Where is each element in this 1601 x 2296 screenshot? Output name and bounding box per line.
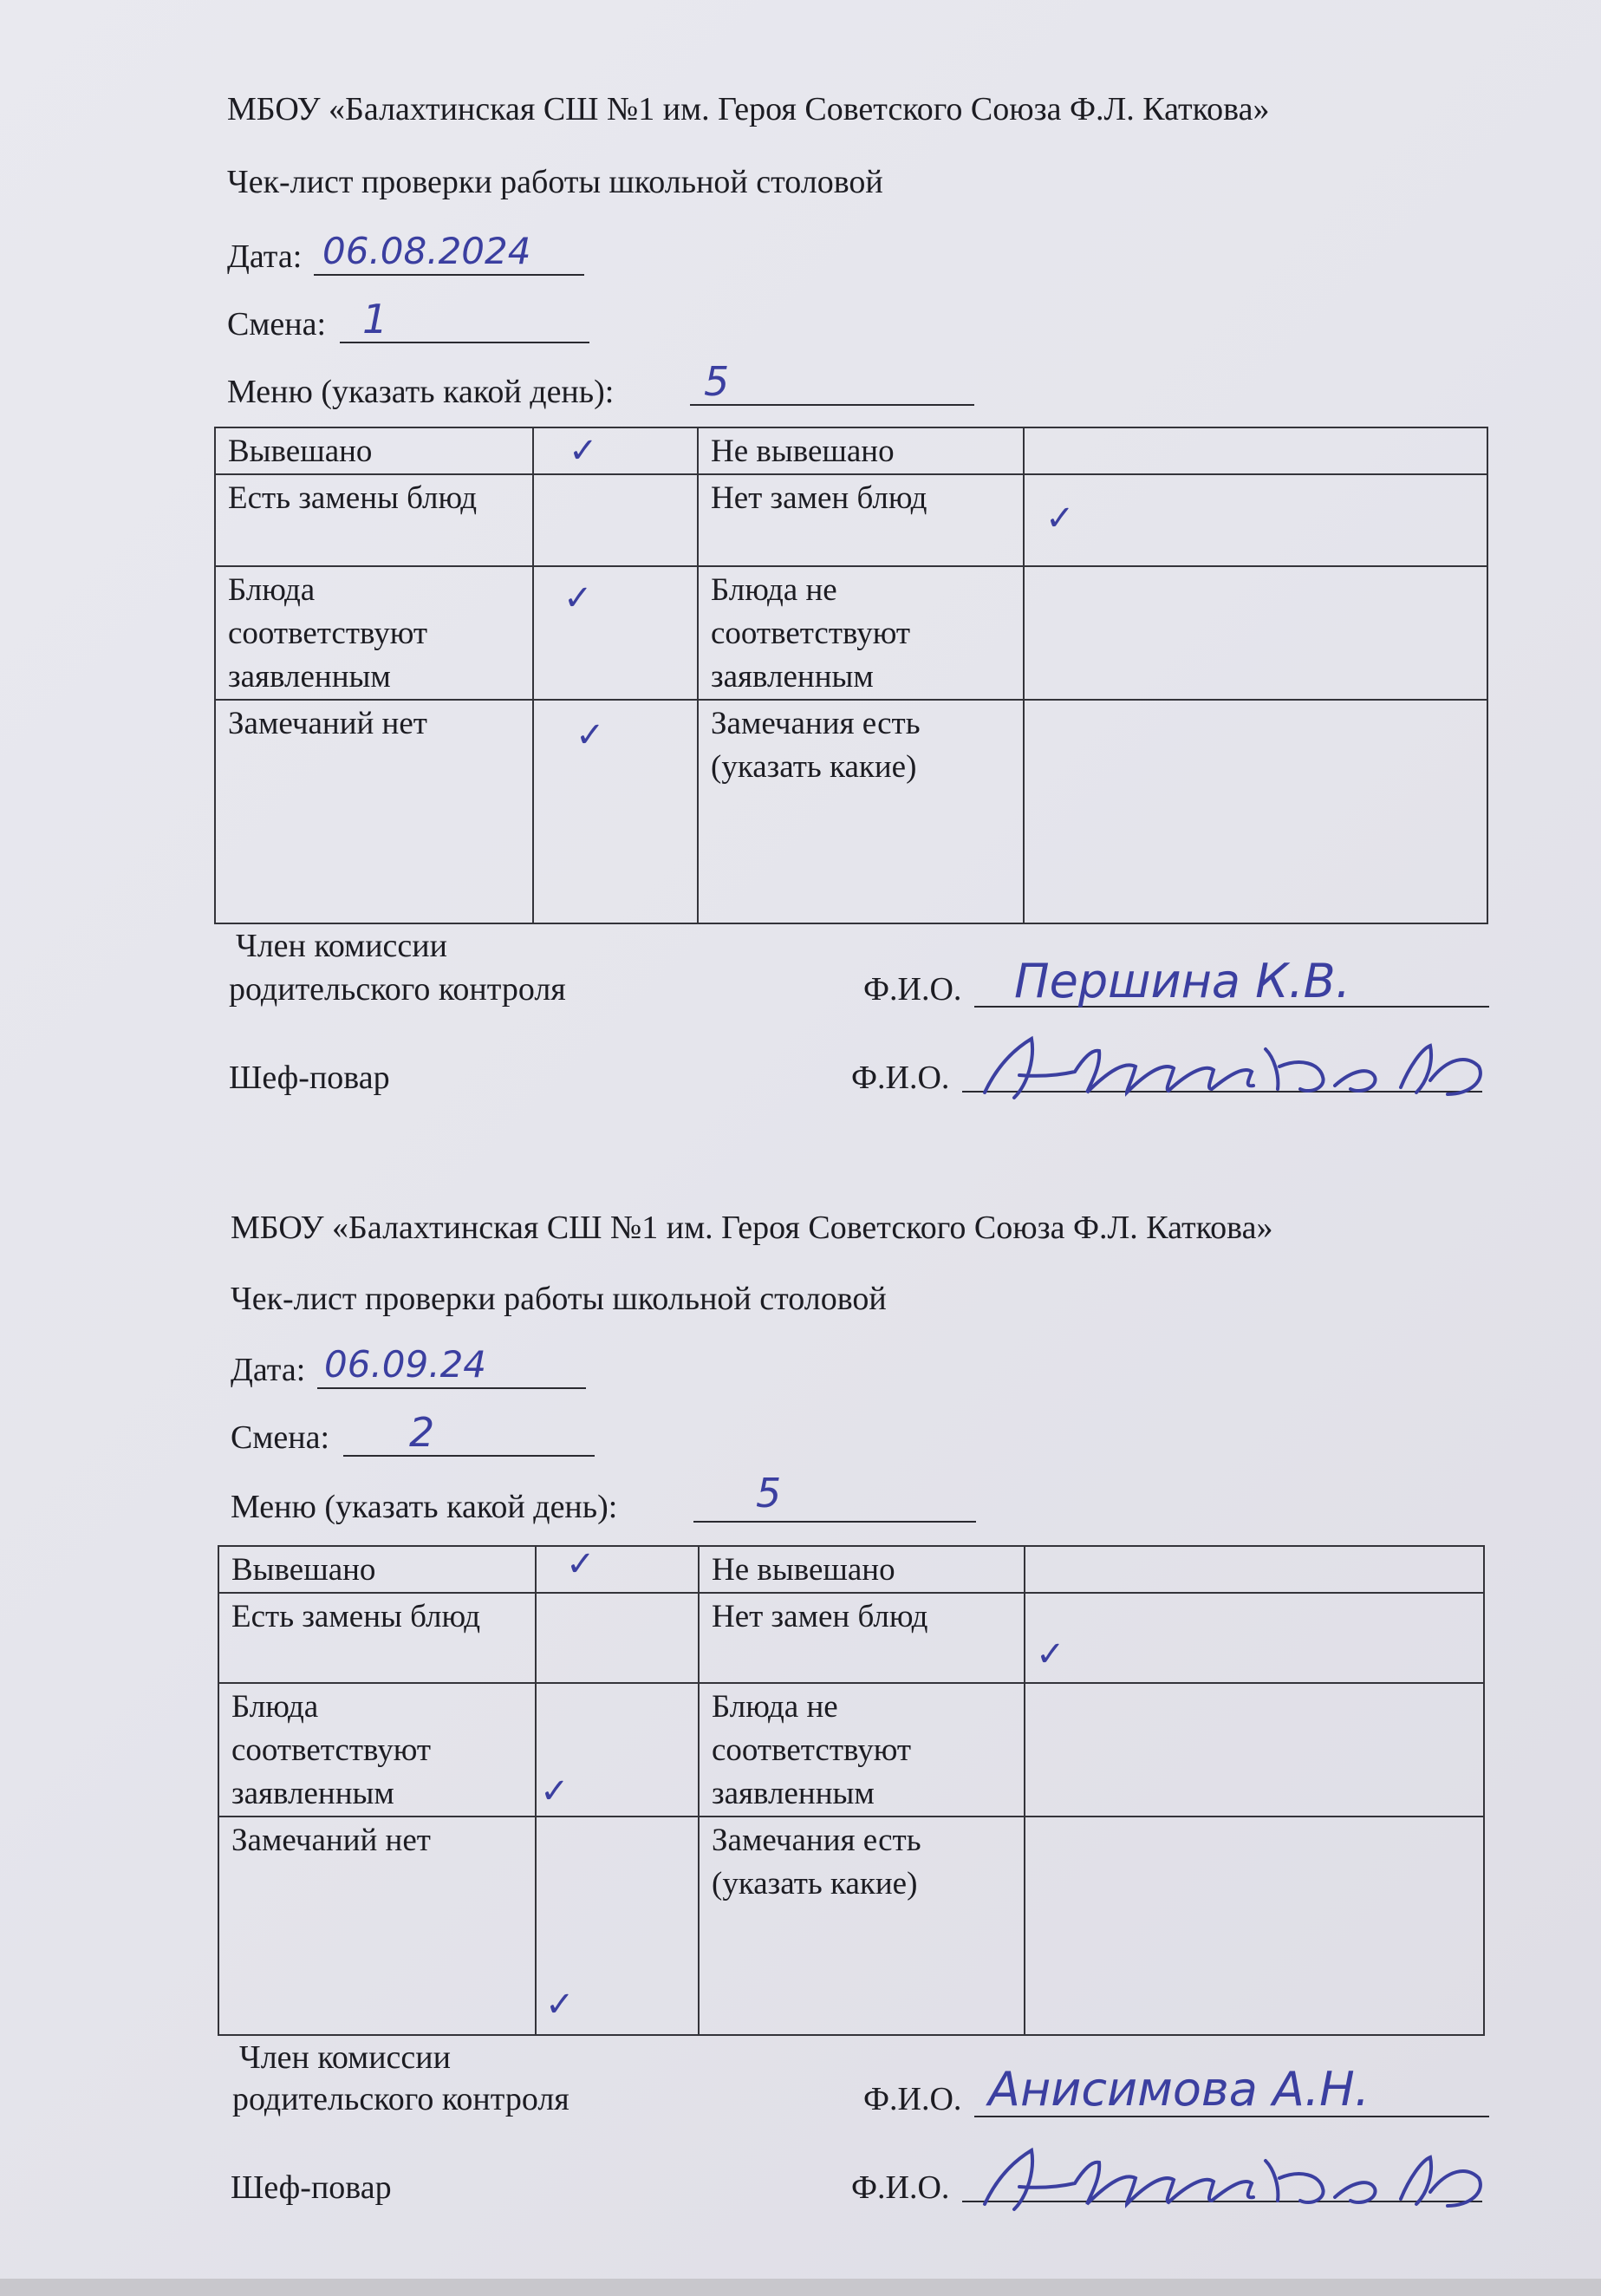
chef-label: Шеф-повар — [231, 2169, 392, 2206]
shift-handwritten: 1 — [362, 296, 388, 342]
date-label: Дата: — [231, 1352, 306, 1388]
menu-day-handwritten: 5 — [704, 358, 730, 405]
table-row — [218, 1593, 1484, 1683]
cell-no-substitutions: Нет замен блюд — [699, 1593, 1025, 1683]
menu-day-label: Меню (указать какой день): — [227, 374, 615, 410]
tick-cell[interactable] — [533, 474, 698, 566]
cell-dishes-match: Блюда соответствуют заявленным — [218, 1683, 536, 1817]
tick-cell[interactable] — [1024, 566, 1487, 700]
checklist-form-1 — [0, 0, 1601, 1119]
checklist-table — [218, 1545, 1485, 2036]
cell-no-remarks: Замечаний нет — [218, 1817, 536, 2035]
cell-remarks-exist: Замечания есть (указать какие) — [699, 1817, 1025, 2035]
shift-field[interactable] — [343, 1417, 595, 1457]
menu-day-field[interactable] — [690, 366, 974, 406]
checklist-table — [214, 427, 1488, 924]
chef-signature — [979, 1032, 1500, 1110]
cell-not-posted: Не вывешано — [698, 427, 1024, 474]
tick-cell[interactable] — [533, 566, 698, 700]
tick-cell[interactable] — [536, 1683, 699, 1817]
check-mark-icon: ✓ — [569, 431, 598, 471]
tick-cell[interactable] — [1025, 1593, 1484, 1683]
member-signature-text: Анисимова А.Н. — [988, 2062, 1370, 2117]
date-handwritten: 06.08.2024 — [322, 230, 531, 272]
form-title: Чек-лист проверки работы школьной столовой — [227, 164, 883, 200]
cell-no-remarks: Замечаний нет — [215, 700, 533, 923]
member-signature-text: Першина К.В. — [1014, 954, 1350, 1008]
check-mark-icon: ✓ — [1045, 499, 1075, 538]
school-name: МБОУ «Балахтинская СШ №1 им. Героя Советского Союза Ф.Л. Каткова» — [231, 1210, 1273, 1246]
menu-day-handwritten: 5 — [756, 1470, 782, 1517]
tick-cell[interactable] — [1025, 1546, 1484, 1593]
tick-cell[interactable] — [536, 1817, 699, 2035]
menu-day-field[interactable] — [693, 1483, 976, 1523]
cell-not-posted: Не вывешано — [699, 1546, 1025, 1593]
table-row — [215, 427, 1487, 474]
cell-dishes-match: Блюда соответствуют заявленным — [215, 566, 533, 700]
cell-has-substitutions: Есть замены блюд — [215, 474, 533, 566]
date-label: Дата: — [227, 238, 303, 275]
chef-signature — [979, 2143, 1500, 2221]
tick-cell[interactable] — [1024, 427, 1487, 474]
check-mark-icon: ✓ — [563, 578, 593, 618]
table-row — [218, 1817, 1484, 2035]
form-title: Чек-лист проверки работы школьной столовой — [231, 1281, 887, 1317]
menu-day-label: Меню (указать какой день): — [231, 1489, 618, 1525]
fio-label: Ф.И.О. — [851, 1060, 950, 1096]
tick-cell[interactable] — [536, 1546, 699, 1593]
check-mark-icon: ✓ — [1036, 1634, 1065, 1674]
check-mark-icon: ✓ — [540, 1771, 569, 1811]
member-label-line1: Член комиссии — [239, 2039, 451, 2076]
tick-cell[interactable] — [1025, 1683, 1484, 1817]
table-row — [218, 1546, 1484, 1593]
cell-dishes-mismatch: Блюда не соответствуют заявленным — [699, 1683, 1025, 1817]
tick-cell[interactable] — [536, 1593, 699, 1683]
table-row — [215, 474, 1487, 566]
fio-label: Ф.И.О. — [863, 2081, 962, 2117]
shift-label: Смена: — [227, 306, 327, 342]
table-row — [218, 1683, 1484, 1817]
school-name: МБОУ «Балахтинская СШ №1 им. Героя Советского Союза Ф.Л. Каткова» — [227, 91, 1270, 127]
table-surface — [0, 2279, 1601, 2296]
member-label-line2: родительского контроля — [229, 971, 566, 1008]
check-mark-icon: ✓ — [566, 1544, 595, 1584]
table-row — [215, 700, 1487, 923]
check-mark-icon: ✓ — [545, 1985, 575, 2025]
cell-no-substitutions: Нет замен блюд — [698, 474, 1024, 566]
cell-dishes-mismatch: Блюда не соответствуют заявленным — [698, 566, 1024, 700]
chef-label: Шеф-повар — [229, 1060, 390, 1096]
cell-has-substitutions: Есть замены блюд — [218, 1593, 536, 1683]
member-label-line2: родительского контроля — [232, 2081, 569, 2117]
check-mark-icon: ✓ — [576, 715, 605, 755]
remarks-field[interactable] — [1024, 700, 1487, 923]
member-label-line1: Член комиссии — [236, 928, 447, 964]
date-handwritten: 06.09.24 — [324, 1343, 487, 1386]
shift-label: Смена: — [231, 1419, 330, 1456]
table-row — [215, 566, 1487, 700]
tick-cell[interactable] — [533, 700, 698, 923]
checklist-form-2 — [0, 1115, 1601, 2234]
fio-label: Ф.И.О. — [863, 971, 962, 1008]
tick-cell[interactable] — [1024, 474, 1487, 566]
shift-handwritten: 2 — [409, 1409, 435, 1456]
cell-posted: Вывешано — [215, 427, 533, 474]
cell-remarks-exist: Замечания есть (указать какие) — [698, 700, 1024, 923]
fio-label: Ф.И.О. — [851, 2169, 950, 2206]
cell-posted: Вывешано — [218, 1546, 536, 1593]
remarks-field[interactable] — [1025, 1817, 1484, 2035]
tick-cell[interactable] — [533, 427, 698, 474]
